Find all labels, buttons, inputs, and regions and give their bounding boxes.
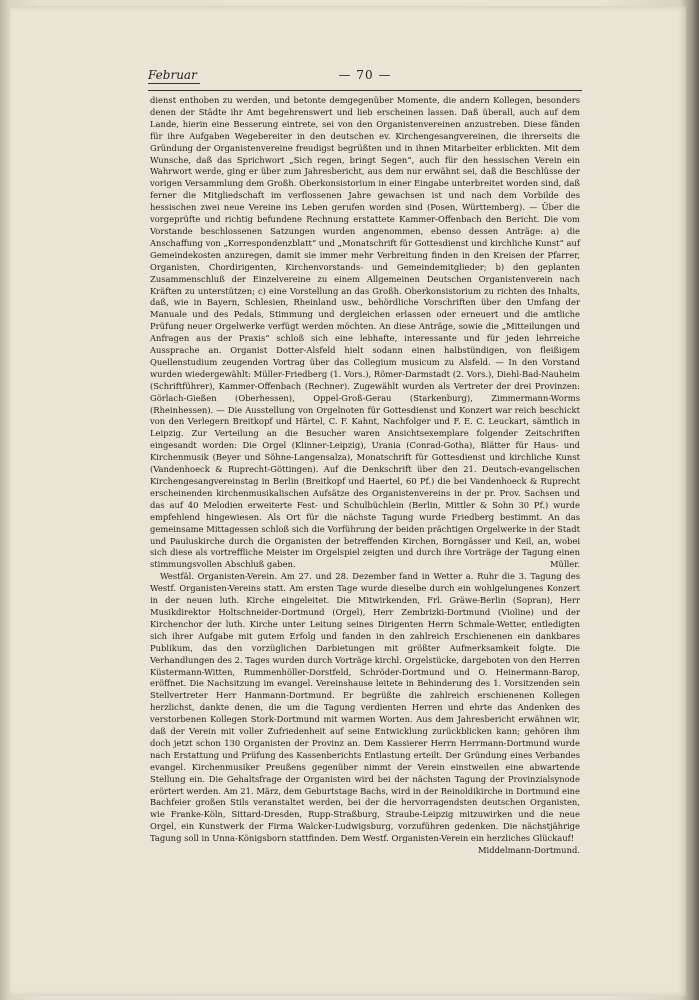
- page-header: [148, 68, 582, 88]
- page-number: — 70 —: [338, 68, 392, 82]
- signature: Middelmann-Dortmund.: [477, 845, 580, 856]
- article-body: [150, 95, 580, 857]
- paragraph-hessian-association: [150, 95, 580, 571]
- month-underline: [148, 83, 200, 84]
- paragraph-text: Westfäl. Organisten-Verein. Am 27. und 28. Dezember fand in Wetter a. Ruhr die 3. Tagung des Westf. Organisten-Vereins statt. Am ersten Tage wurde dieselbe durch ein wohlgelungenes Konzert in der neuen luth. Kirche eingeleitet. Die Mitwirkenden, Frl. Gräwe-Berlin (Sopran), Herr Musikdirektor Holtschneider-Dortmund (Orgel), Herr Zembrizki-Dortmund (Violine) und der Kirchenchor der luth. Kirche unter Leitung seines Dirigenten Herrn Schmale-Wetter, entledigten sich ihrer Aufgabe mit gutem Erfolg und fanden in den zahlreich Erschienenen ein dankbares Publikum, das den vorzüglichen Darbietungen mit größter Aufmerksamkeit folgte. Die Verhandlungen des 2. Tages wurden durch Vorträge kirchl. Orgelstücke, dargeboten von den Herren Küstermann-Witten, Rummenhöller-Dorstfeld, Schröder-Dortmund und O. Heinermann-Barop, eröffnet. Die Nachsitzung im evangel. Vereinshause leitete in Behinderung des 1. Vorsitzenden sein Stellvertreter Herr Hanmann-Dortmund. Er begrüßte die zahlreich erschienenen Kollegen herzlichst, dankte denen, die um die Tagung verdienten Herren und ehrte das Andenken des verstorbenen Kollegen Stork-Dortmund mit warmen Worten. Aus dem Jahresbericht erwähnen wir, daß der Verein mit voller Zufriedenheit auf seine Entwicklung zurückblicken kann; gehören ihm doch jetzt schon 130 Organisten der Provinz an. Dem Kassierer Herrn Herrmann-Dortmund wurde nach Erstattung und Prüfung des Kassenberichts Entlastung erteilt. Der Gründung eines Verbandes evangel. Kirchenmusiker Preußens gegenüber nimmt der Verein einstweilen eine abwartende Stellung ein. Die Gehaltsfrage der Organisten wird bei der nächsten Tagung der Provinzialsynode erörtert werden. Am 21. März, dem Geburtstage Bachs, wird in der Reinoldikirche in Dortmund eine Bachfeier großen Stils veranstaltet werden, bei der die hervorragendsten deutschen Organisten, wie Franke-Köln, Sittard-Dresden, Rupp-Straßburg, Straube-Leipzig mitzuwirken und die neue Orgel, ein Kunstwerk der Firma Walcker-Ludwigsburg, vorzuführen gedenken. Die nächstjährige Tagung soll in Unna-Königsborn stattfinden. Dem Westf. Organisten-Verein ein herzliches Glückauf!: [150, 571, 580, 844]
- signature: Müller.: [549, 559, 580, 570]
- header-rule: [148, 90, 582, 91]
- paragraph-text: dienst enthoben zu werden, und betonte demgegenüber Momente, die andern Kollegen, besonders denen der Städte ihr Amt begehrenswert und lieb erscheinen lassen. Daß überall, auch auf dem Lande, hierin eine Besserung eintrete, sei von den Organistenvereinen anzustreben. Diese fänden für ihre Aufgaben Wegebereiter in den deutschen ev. Kirchengesangvereinen, die ihrerseits die Gründung der Organistenvereine freudigst begrüßten und in ihnen Mitarbeiter erblickten. Mit dem Wunsche, daß das Sprichwort „Sich regen, bringt Segen“, auch für den hessischen Verein ein Wahrwort werde, ging er über zum Jahresbericht, aus dem nur erwähnt sei, daß die Beschlüsse der vorigen Versammlung dem Großh. Oberkonsistorium in einer Eingabe unterbreitet worden sind, daß ferner die Mitgliedschaft im verflossenen Jahre gewachsen ist und nach dem Vorbilde des hessischen zwei neue Vereine ins Leben gerufen worden sind (Posen, Württemberg). — Über die vorgeprüfte und richtig befundene Rechnung erstattete Kammer-Offenbach den Bericht. Die vom Vorstande beschlossenen Satzungen wurden angenommen, ebenso dessen Anträge: a) die Anschaffung von „Korrespondenzblatt“ und „Monatschrift für Gottesdienst und kirchliche Kunst“ auf Gemeindekosten anzuregen, damit sie immer mehr Verbreitung finden in den Kreisen der Pfarrer, Organisten, Chordirigenten, Kirchenvorstands- und Gemeindemitglieder; b) den geplanten Zusammenschluß der Einzelvereine zu einem Allgemeinen Deutschen Organistenverein nach Kräften zu unterstützen; c) eine Vorstellung an das Großh. Oberkonsistorium zu richten des Inhalts, daß, wie in Bayern, Schlesien, Rheinland usw., behördliche Vorschriften über den Umfang der Manuale und des Pedals, Stimmung und dergleichen erlassen oder erneuert und die amtliche Prüfung neuer Orgelwerke verfügt werden möchten. An diese Anträge, sowie die „Mitteilungen und Anfragen aus der Praxis“ schloß sich eine lebhafte, interessante und für jeden lehrreiche Aussprache an. Organist Dotter-Alsfeld hielt sodann einen halbstündigen, von fleißigem Quellenstudium zeugenden Vortrag über das Collegium musicum zu Alsfeld. — In den Vorstand wurden wiedergewählt: Müller-Friedberg (1. Vors.), Römer-Darmstadt (2. Vors.), Diehl-Bad-Nauheim (Schriftführer), Kammer-Offenbach (Rechner). Zugewählt wurden als Vertreter der drei Provinzen: Görlach-Gießen (Oberhessen), Oppel-Groß-Gerau (Starkenburg), Zimmermann-Worms (Rheinhessen). — Die Ausstellung von Orgelnoten für Gottesdienst und Konzert war reich beschickt von den Verlegern Breitkopf und Härtel, C. F. Kahnt, Nachfolger und F. E. C. Leuckart, sämtlich in Leipzig. Zur Verteilung an die Besucher waren Ansichtsexemplare folgender Zeitschriften eingesandt worden: Die Orgel (Klinner-Leipzig), Urania (Conrad-Gotha), Blätter für Haus- und Kirchenmusik (Beyer und Söhne-Langensalza), Monatschrift für Gottesdienst und kirchliche Kunst (Vandenhoeck & Ruprecht-Göttingen). Auf die Denkschrift über den 21. Deutsch-evangelischen Kirchengesangvereinstag in Berlin (Breitkopf und Haertel, 60 Pf.) die bei Vandenhoeck & Ruprecht erscheinenden kirchenmusikalischen Aufsätze des Organistenvereins in der pr. Prov. Sachsen und das auf 40 Melodien erweiterte Fest- und Schulbüchlein (Berlin, Mittler & Sohn 30 Pf.) wurde empfehlend hingewiesen. Als Ort für die nächste Tagung wurde Friedberg bestimmt. An das gemeinsame Mittagessen schloß sich die Vorführung der beiden prächtigen Orgelwerke in der Stadt und Pauluskirche durch die Organisten der betreffenden Kirchen, Borngässer und Keil, an, wobei sich diese als vortreffliche Meister im Orgelspiel zeigten und durch ihre Vorträge der Tagung einen stimmungsvollen Abschluß gaben.: [150, 95, 580, 570]
- paragraph-westphalian-association: [150, 571, 580, 856]
- running-head-month: Febr​uar: [148, 68, 197, 82]
